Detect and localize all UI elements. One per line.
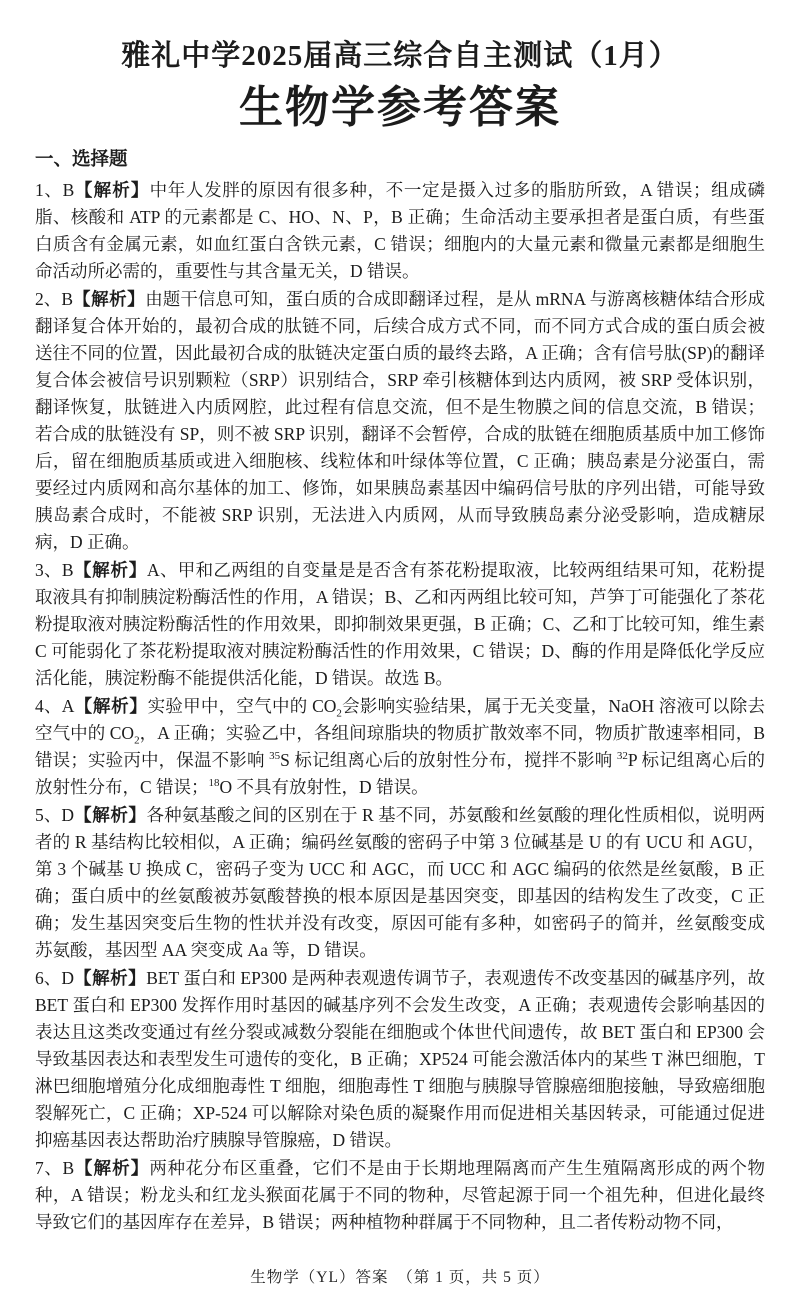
answer-item-4: 4、A【解析】实验甲中，空气中的 $CO_2$会影响实验结果，属于无关变量，NaOH 溶液可以除去空气中的 $CO_2$，A 正确；实验乙中，各组间琼脂块的物质扩散效率不同，物质扩散速率相同，B 错误；实验丙中，保温不影响 $^{35}$S 标记组离心后的放射性分布，搅拌不影响 $^{32}$P 标记组离心后的放射性分布，C 错误；$^{18}$O 不具有放射性，D 错误。 xyxy=(35,696,766,798)
answer-number-and-letter: 5、D xyxy=(35,805,75,826)
answer-number-and-letter: 6、D xyxy=(35,968,74,989)
analysis-label: 【解析】 xyxy=(74,180,150,201)
answer-number-and-letter: 3、B xyxy=(35,560,74,581)
analysis-label: 【解析】 xyxy=(73,968,147,989)
analysis-label: 【解析】 xyxy=(73,560,148,581)
answer-item-5: 5、D【解析】各种氨基酸之间的区别在于 R 基不同，苏氨酸和丝氨酸的理化性质相似，说明两者的 R 基结构比较相似，A 正确；编码丝氨酸的密码子中第 3 位碱基是 U 的有 UCU 和 AGU，第 3 个碱基 U 换成 C，密码子变为 UCC 和 AGC，而 UCC 和 AGC 编码的依然是丝氨酸，B 正确；蛋白质中的丝氨酸被苏氨酸替换的根本原因是基因突变，即基因的结构发生了改变，C 正确；发生基因突变后生物的性状并没有改变，原因可能有多种，如密码子的简并，丝氨酸变成苏氨酸，基因型 AA 突变成 Aa 等，D 错误。 xyxy=(35,805,766,961)
answer-number-and-letter: 1、B xyxy=(35,180,75,201)
page-subtitle: 生物学参考答案 xyxy=(239,83,561,133)
answer-number-and-letter: 4、A xyxy=(35,696,75,717)
answer-item-2: 2、B【解析】由题干信息可知，蛋白质的合成即翻译过程，是从 mRNA 与游离核糖体结合形成翻译复合体开始的，最初合成的肽链不同，后续合成方式不同，而不同方式合成的蛋白质会被送往不同的位置，因此最初合成的肽链决定蛋白质的最终去路，A 正确；含有信号肽(SP)的翻译复合体会被信号识别颗粒（SRP）识别结合，SRP 牵引核糖体到达内质网，被 SRP 受体识别，翻译恢复，肽链进入内质网腔，此过程有信息交流，但不是生物膜之间的信息交流，B 错误；若合成的肽链没有 SP，则不被 SRP 识别，翻译不会暂停，合成的肽链在细胞质基质中加工修饰后，留在细胞质基质或进入细胞核、线粒体和叶绿体等位置，C 正确；胰岛素是分泌蛋白，需要经过内质网和高尔基体的加工、修饰，如果胰岛素基因中编码信号肽的序列出错，可能导致胰岛素合成时，不能被 SRP 识别，无法进入内质网，从而导致胰岛素分泌受影响，造成糖尿病，D 正确。 xyxy=(35,289,765,553)
page-title: 雅礼中学2025届高三综合自主测试（1月） xyxy=(121,40,679,72)
answer-number-and-letter: 2、B xyxy=(35,289,74,310)
analysis-label: 【解析】 xyxy=(74,805,147,826)
analysis-label: 【解析】 xyxy=(74,1158,150,1179)
section-heading-multiple-choice: 一、选择题 xyxy=(35,149,128,170)
answer-item-7: 7、B【解析】两种花分布区重叠，它们不是由于长期地理隔离而产生生殖隔离形成的两个物种，A 错误；粉龙头和红龙头猴面花属于不同的物种，尽管起源于同一个祖先种，但进化最终导致它们的基因库存在差异，B 错误；两种植物种群属于不同物种，且二者传粉动物不同， xyxy=(35,1158,766,1233)
analysis-label: 【解析】 xyxy=(73,289,146,310)
answer-item-6: 6、D【解析】BET 蛋白和 EP300 是两种表观遗传调节子，表观遗传不改变基因的碱基序列，故 BET 蛋白和 EP300 发挥作用时基因的碱基序列不会发生改变，A 正确；表观遗传会影响基因的表达且这类改变通过有丝分裂或减数分裂能在细胞或个体世代间遗传，故 BET 蛋白和 EP300 会导致基因表达和表型发生可遗传的变化，B 正确；XP524 可能会激活体内的某些 T 淋巴细胞，T 淋巴细胞增殖分化成细胞毒性 T 细胞，细胞毒性 T 细胞与胰腺导管腺癌细胞接触，导致癌细胞裂解死亡，C 正确；XP-524 可以解除对染色质的凝聚作用而促进相关基因转录，可能通过促进抑癌基因表达帮助治疗胰腺导管腺癌，D 错误。 xyxy=(35,968,766,1151)
answer-item-1: 1、B【解析】中年人发胖的原因有很多种，不一定是摄入过多的脂肪所致，A 错误；组成磷脂、核酸和 ATP 的元素都是 C、HO、N、P，B 正确；生命活动主要承担者是蛋白质，有些蛋白质含有金属元素，如血红蛋白含铁元素，C 错误；细胞内的大量元素和微量元素都是细胞生命活动所必需的，重要性与其含量无关，D 错误。 xyxy=(35,180,765,282)
answer-item-3: 3、B【解析】A、甲和乙两组的自变量是是否含有茶花粉提取液，比较两组结果可知，花粉提取液具有抑制胰淀粉酶活性的作用，A 错误；B、乙和丙两组比较可知，芦笋丁可能强化了茶花粉提取液对胰淀粉酶活性的作用效果，即抑制效果更强，B 正确；C、乙和丁比较可知，维生素 C 可能弱化了茶花粉提取液对胰淀粉酶活性的作用效果，C 错误；D、酶的作用是降低化学反应活化能，胰淀粉酶不能提供活化能，D 错误。故选 B。 xyxy=(35,560,765,689)
answer-list xyxy=(35,177,765,1236)
page-footer: 生物学（YL）答案 （第 1 页，共 5 页） xyxy=(250,1269,550,1286)
analysis-label: 【解析】 xyxy=(74,696,148,717)
answer-number-and-letter: 7、B xyxy=(35,1158,75,1179)
